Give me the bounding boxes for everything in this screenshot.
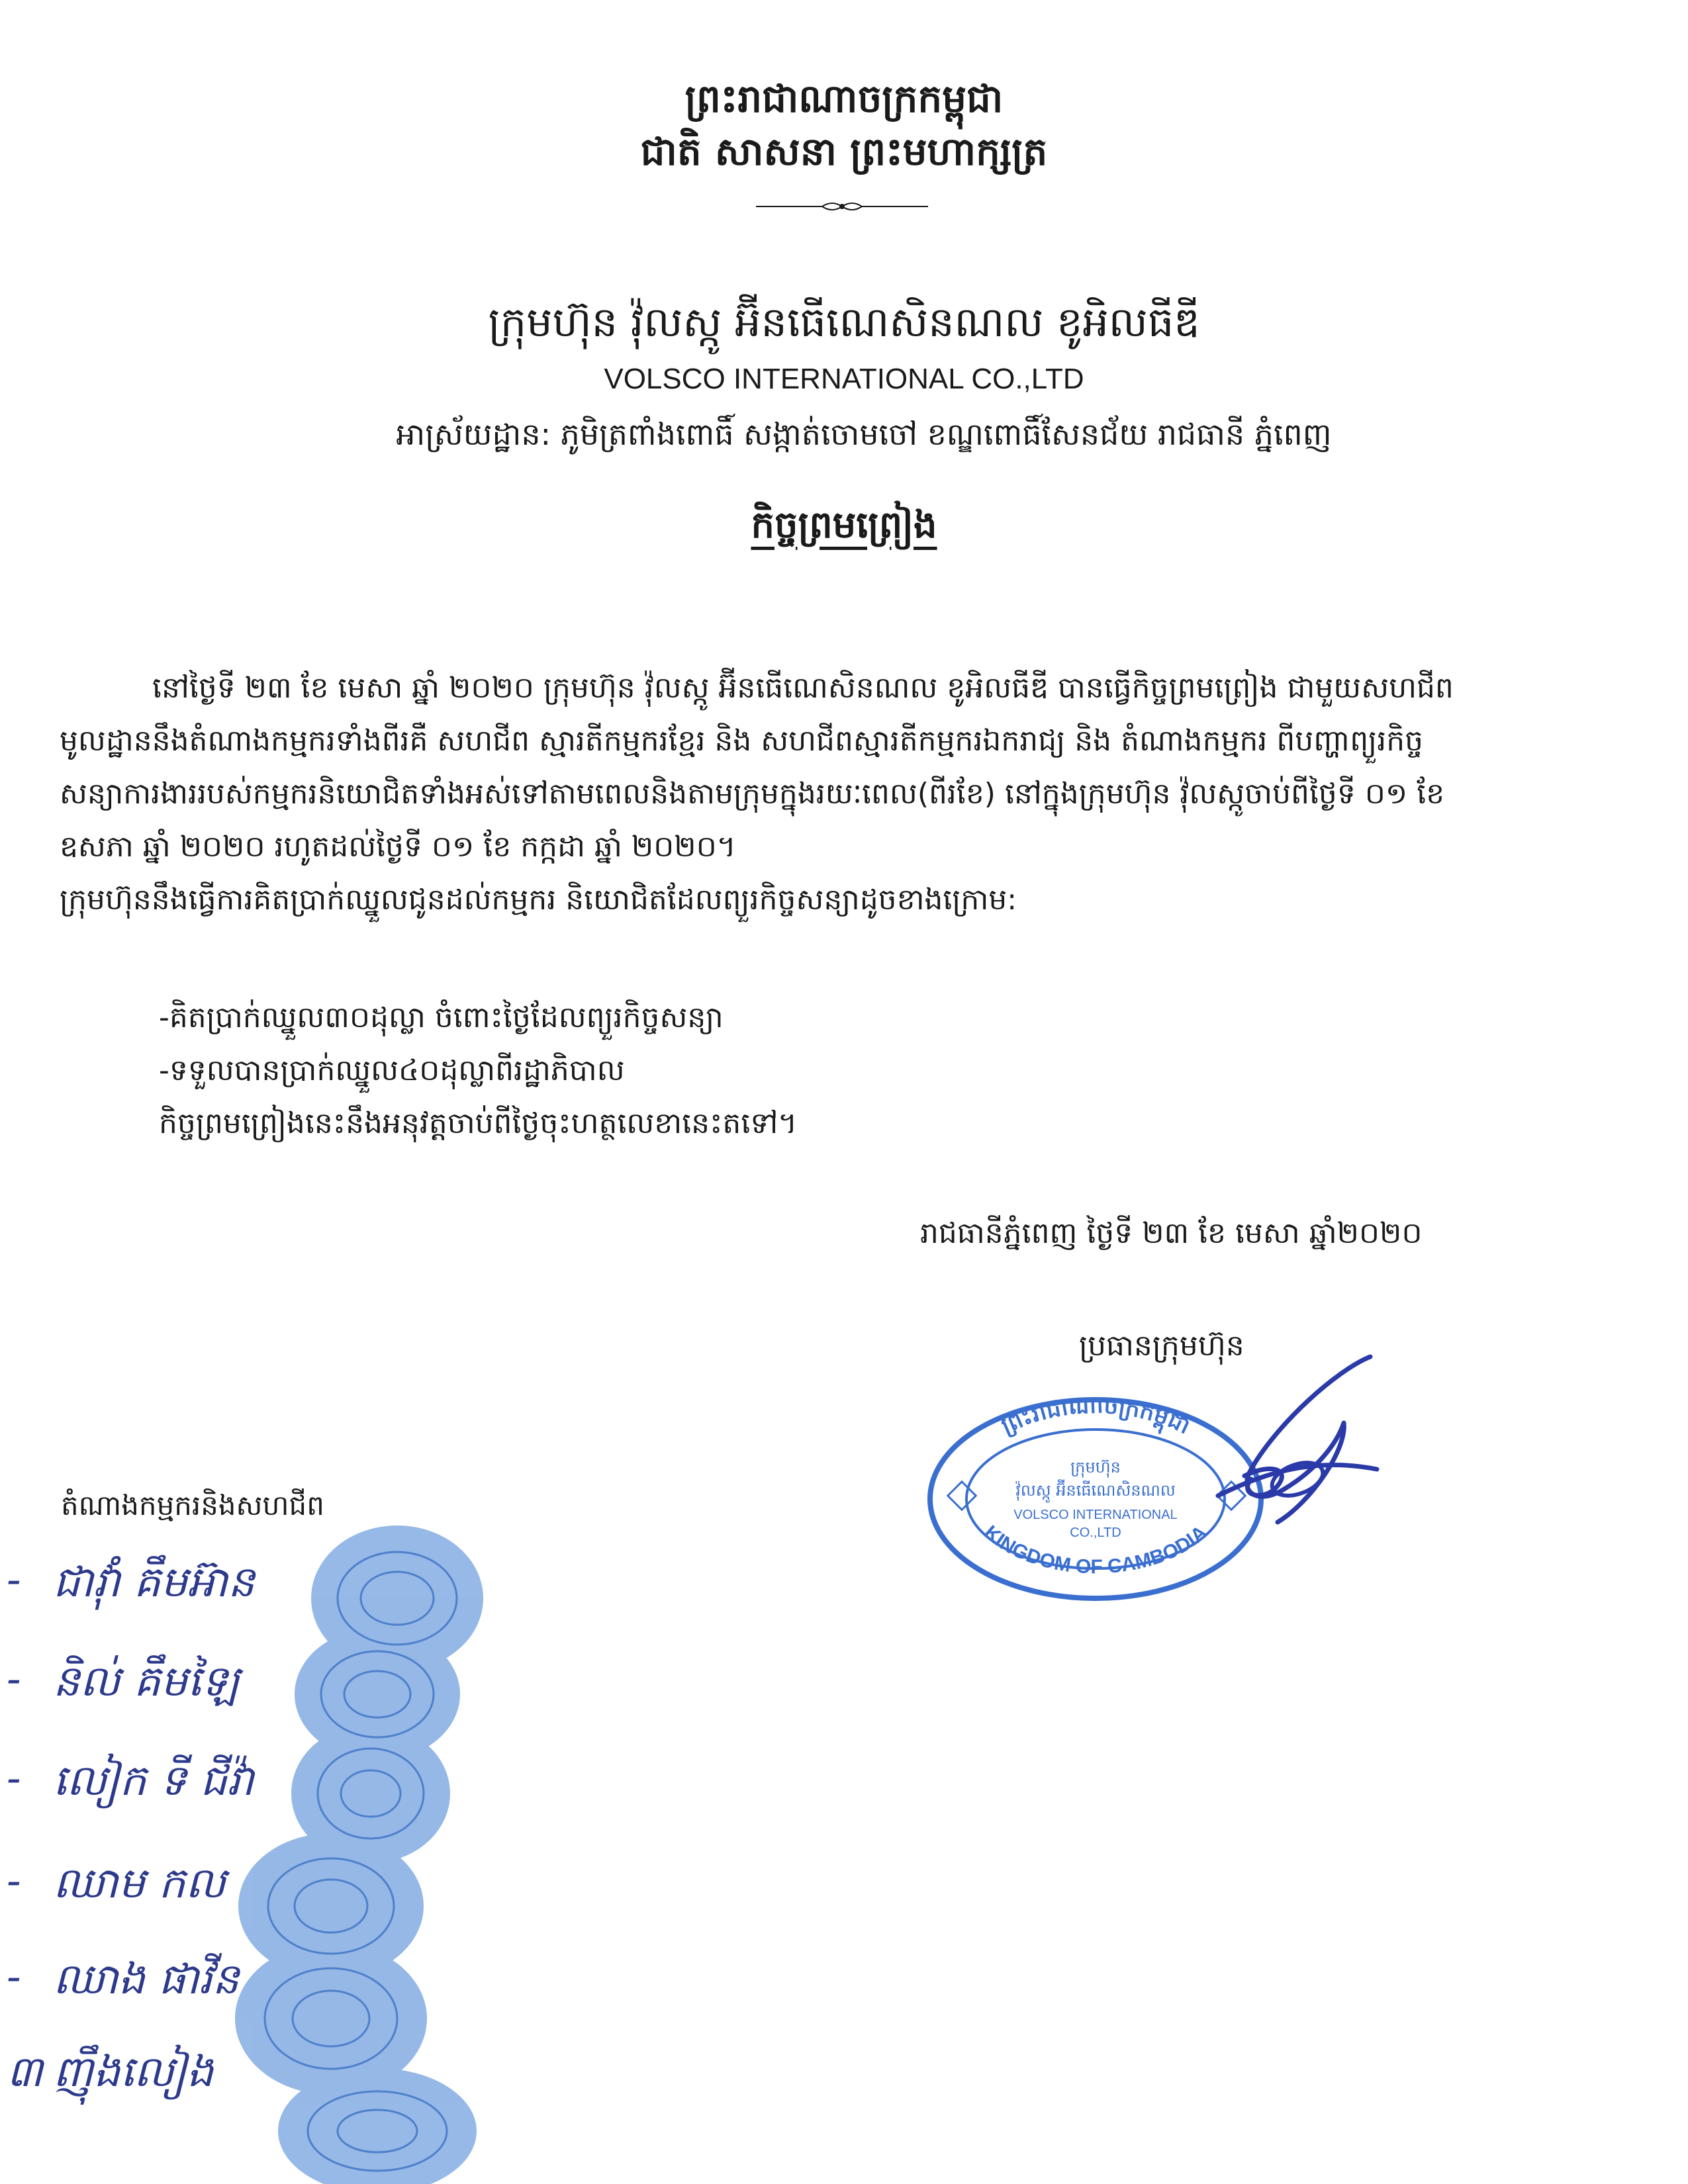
stamp-company-english: VOLSCO INTERNATIONAL	[1013, 1508, 1178, 1522]
worker-signature	[7, 1655, 364, 1727]
worker-signature	[7, 1555, 364, 1628]
worker-mark: -	[7, 1754, 21, 1803]
worker-mark: -	[7, 1952, 21, 2001]
stamp-company-suffix: CO.,LTD	[1070, 1525, 1121, 1540]
worker-name: ឈាម កល	[53, 1859, 226, 1908]
worker-name: ជាវ៉ាំ គឹមអ៊ាន	[53, 1558, 255, 1607]
worker-signature	[7, 1754, 364, 1827]
place-and-date: រាជធានីភ្នំពេញ ថ្ងៃទី ២៣ ខែ មេសា ឆ្នាំ២០២០	[920, 1216, 1423, 1250]
stamp-company-short: ក្រុមហ៊ុន	[1070, 1458, 1121, 1477]
company-address: អាស្រ័យដ្ឋាន: ភូមិត្រពាំងពោធិ៍ សង្កាត់ចោមចៅ ខណ្ឌពោធិ៍សែនជ័យ រាជធានី ភ្នំពេញ	[396, 416, 1332, 452]
president-label: ប្រធានក្រុមហ៊ុន	[1079, 1329, 1244, 1363]
worker-mark: -	[7, 1856, 21, 1905]
stamp-company-khmer: វ៉ុលស្កូ អ៊ីនធើណេសិនណល	[1015, 1481, 1176, 1500]
item-3: កិច្ចព្រមព្រៀងនេះនឹងអនុវត្តចាប់ពីថ្ងៃចុះហត្ថលេខានេះតទៅ។	[159, 1107, 798, 1140]
representatives-label: តំណាងកម្មករនិងសហជីព	[61, 1489, 324, 1522]
worker-name: និល់ គឹមឡៃ	[53, 1657, 240, 1706]
agreement-items	[159, 991, 1483, 1150]
document-title: កិច្ចព្រមព្រៀង	[751, 504, 937, 547]
agreement-body	[60, 662, 1463, 927]
item-2: -ទទួលបានប្រាក់ឈ្នួល៤០ដុល្លាពីរដ្ឋាភិបាល	[159, 1054, 625, 1087]
stamp-country-text: KINGDOM OF CAMBODIA	[980, 1521, 1211, 1578]
worker-signature	[7, 2045, 364, 2118]
national-motto: ជាតិ សាសនា ព្រះមហាក្សត្រ	[640, 129, 1048, 174]
worker-signature	[7, 1952, 364, 2025]
paragraph-1: នៅថ្ងៃទី ២៣ ខែ មេសា ឆ្នាំ ២០២០ ក្រុមហ៊ុន វ៉ុលស្កូ អ៊ីនធើណេសិនណល ខូអិលធីឌី បានធ្វើកិច្ចព្រមព្រៀង ជាមួយសហជីពមូលដ្ឋាននឹងតំណាងកម្មករទាំងពីរគឺ សហជីព ស្មារតីកម្មករខ្មែរ និង សហជីពស្មារតីកម្មករឯករាជ្យ និង តំណាងកម្មករ ពីបញ្ហាព្យួរកិច្ចសន្យាការងាររបស់កម្មករនិយោជិតទាំងអស់ទៅតាមពេលនិងតាមក្រុមក្នុងរយៈពេល(ពីរខែ) នៅក្នុងក្រុមហ៊ុន វ៉ុលស្កូចាប់ពីថ្ងៃទី ០១ ខែ ឧសភា ឆ្នាំ ២០២០ រហូតដល់ថ្ងៃទី ០១ ខែ កក្កដា ឆ្នាំ ២០២០។	[60, 671, 1454, 864]
worker-mark: -	[7, 1555, 21, 1604]
svg-text:ព្រះរាជាណាចក្រកម្ពុជា	[998, 1392, 1194, 1439]
worker-name: ឈាង ផាវីន	[53, 1955, 240, 2004]
kingdom-heading: ព្រះរាជាណាចក្រកម្ពុជា	[684, 76, 1004, 121]
worker-name: លៀក ទី ជីវ៉ា	[53, 1756, 254, 1805]
worker-name: ញ៉ឹងលៀង	[53, 2048, 214, 2097]
stamp-kingdom-text: ព្រះរាជាណាចក្រកម្ពុជា	[997, 1392, 1195, 1440]
worker-mark: -	[7, 1655, 21, 1704]
company-name-english: VOLSCO INTERNATIONAL CO.,LTD	[604, 363, 1084, 395]
company-name-khmer: ក្រុមហ៊ុន វ៉ុលស្កូ អ៊ីនធើណេសិនណល ខូអិលធីឌី	[488, 298, 1200, 346]
paragraph-2: ក្រុមហ៊ុននឹងធ្វើការគិតប្រាក់ឈ្នួលជូនដល់កម្មករ និយោជិតដែលព្យួរកិច្ចសន្យាដូចខាងក្រោម:	[60, 883, 1017, 917]
worker-mark: ៣	[7, 2048, 43, 2097]
ornament-divider	[756, 199, 928, 214]
item-1: -គិតប្រាក់ឈ្នួល៣០ដុល្លា ចំពោះថ្ងៃដែលព្យួរកិច្ចសន្យា	[159, 1001, 724, 1034]
president-signature-icon	[1178, 1343, 1390, 1542]
worker-signature	[7, 1856, 364, 1929]
